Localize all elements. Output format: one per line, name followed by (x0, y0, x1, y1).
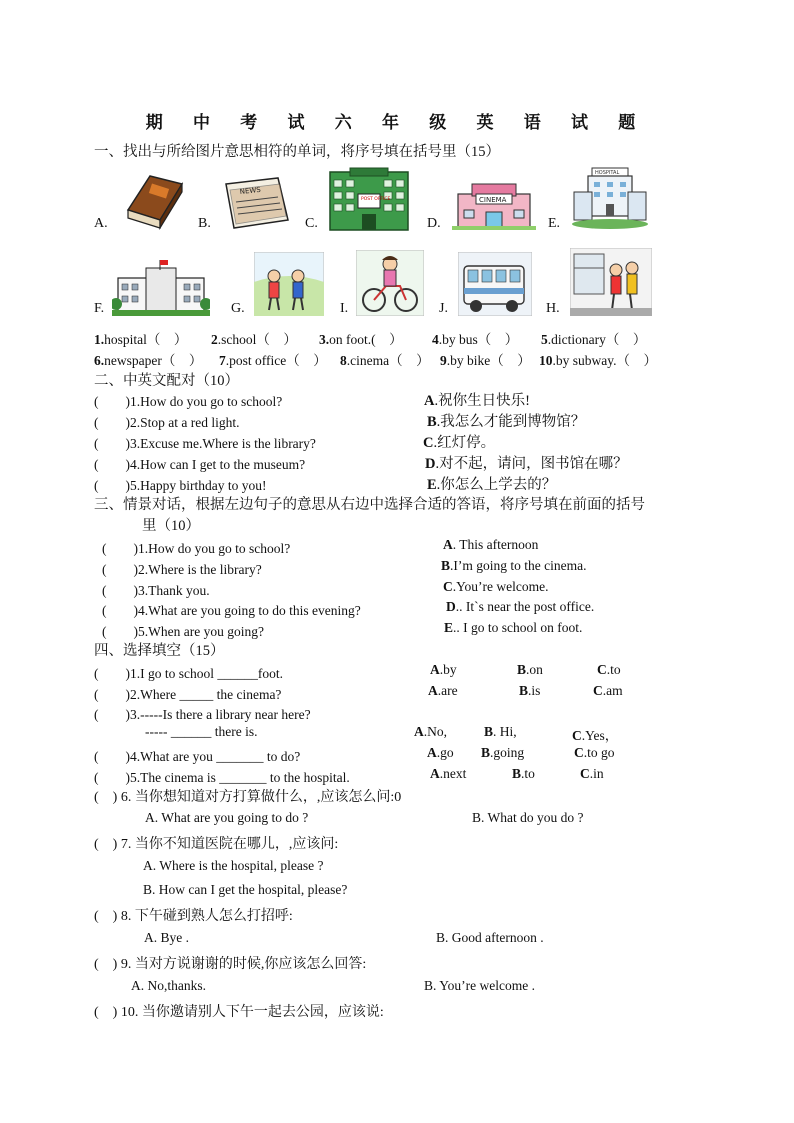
post-office-icon (326, 166, 412, 234)
word-item: 8.cinema（ ） (340, 353, 430, 368)
word-item: 3.on foot.( ） (319, 332, 403, 347)
match-answer: E.你怎么上学去的？ (427, 477, 557, 493)
word-item: 9.by bike（ ） (440, 353, 531, 368)
match-answer: B.我怎么才能到博物馆？ (427, 414, 586, 430)
choice-question: ( ) 10. 当你邀请别人下午一起去公园，应该说: (94, 1005, 384, 1020)
picture-label-j: J. (439, 301, 448, 316)
match-question: ( )2.Stop at a red light. (94, 415, 240, 430)
choice-option: B.on (517, 662, 543, 677)
match-question: ( )3.Excuse me.Where is the library? (94, 436, 316, 451)
choice-question-response: ----- ______ there is. (145, 724, 258, 739)
newspaper-icon (220, 176, 292, 232)
choice-question: ( )5.The cinema is _______ to the hospital. (94, 770, 350, 785)
hospital-icon (570, 164, 650, 230)
walking-icon (254, 252, 324, 316)
section-2-heading: 二、中英文配对（10） (94, 373, 239, 389)
section-3-heading-cont: 里（10） (142, 518, 200, 534)
word-item: 4.by bus（ ） (432, 332, 519, 347)
choice-option: A.by (430, 662, 457, 677)
school-icon (112, 260, 210, 316)
page-title: 期 中 考 试 六 年 级 英 语 试 题 (145, 113, 649, 132)
match-answer: C.红灯停。 (423, 435, 496, 451)
choice-option: C.to (597, 662, 621, 677)
choice-option: B.going (481, 745, 525, 760)
picture-label-i: I. (340, 301, 349, 316)
choice-option: B. How can I get the hospital, please? (143, 882, 348, 897)
choice-question: ( ) 8. 下午碰到熟人怎么打招呼: (94, 909, 293, 924)
post-office-sign: POST OFFICE (361, 197, 391, 202)
picture-label-h: H. (546, 301, 560, 316)
choice-question: ( )3.-----Is there a library near here? (94, 707, 311, 722)
dialogue-question: ( )1.How do you go to school? (102, 541, 291, 556)
word-item: 5.dictionary（ ） (541, 332, 647, 347)
picture-label-g: G. (231, 301, 245, 316)
choice-question: ( )1.I go to school ______foot. (94, 666, 283, 681)
choice-option: B. Good afternoon . (436, 930, 544, 945)
choice-option: A. Where is the hospital, please ? (143, 858, 324, 873)
picture-label-a: A. (94, 216, 108, 231)
picture-label-d: D. (427, 216, 441, 231)
choice-option: C.in (580, 766, 604, 781)
word-item: 2.school（ ） (211, 332, 297, 347)
newspaper-text: NEWS (239, 185, 262, 196)
dialogue-answer: E.. I go to school on foot. (444, 620, 583, 635)
choice-option: C.to go (574, 745, 615, 760)
choice-option: B.to (512, 766, 535, 781)
choice-option: A. No,thanks. (131, 978, 206, 993)
cinema-sign: CINEMA (479, 196, 507, 204)
match-question: ( )1.How do you go to school? (94, 394, 283, 409)
dialogue-answer: D.. It`s near the post office. (446, 599, 595, 614)
choice-question: ( )2.Where _____ the cinema? (94, 687, 282, 702)
word-item: 6.newspaper（ ） (94, 353, 203, 368)
choice-option: C.Yes， (572, 728, 619, 743)
choice-option: B. What do you do ? (472, 810, 584, 825)
choice-option: C.am (593, 683, 623, 698)
section-4-heading: 四、选择填空（15） (94, 643, 225, 659)
cinema-icon (452, 180, 536, 230)
choice-question: ( ) 9. 当对方说谢谢的时候,你应该怎么回答: (94, 957, 367, 972)
hospital-sign: HOSPITAL (595, 170, 620, 176)
choice-option: B. You’re welcome . (424, 978, 535, 993)
choice-option: A.go (427, 745, 454, 760)
dialogue-answer: B.I’m going to the cinema. (441, 558, 587, 573)
section-3-heading: 三、情景对话，根据左边句子的意思从右边中选择合适的答语，将序号填在前面的括号 (94, 497, 645, 513)
picture-label-b: B. (198, 216, 211, 231)
dialogue-question: ( )4.What are you going to do this evening? (102, 603, 361, 618)
choice-option: A.are (428, 683, 458, 698)
bike-icon (356, 250, 424, 316)
match-question: ( )4.How can I get to the museum? (94, 457, 306, 472)
match-answer: D.对不起，请问，图书馆在哪？ (425, 456, 628, 472)
dialogue-question: ( )2.Where is the library? (102, 562, 262, 577)
word-item: 7.post office（ ） (219, 353, 327, 368)
choice-question: ( ) 6. 当你想知道对方打算做什么，,应该怎么问:0 (94, 790, 402, 805)
word-item: 10.by subway.（ ） (539, 353, 657, 368)
choice-option: A.next (430, 766, 467, 781)
dialogue-question: ( )3.Thank you. (102, 583, 210, 598)
bus-icon (458, 252, 532, 316)
choice-option: B.is (519, 683, 541, 698)
dialogue-answer: C.You’re welcome. (443, 579, 549, 594)
choice-option: A. What are you going to do ? (145, 810, 309, 825)
book-icon (120, 170, 186, 232)
picture-label-f: F. (94, 301, 105, 316)
choice-question: ( ) 7. 当你不知道医院在哪儿，,应该问: (94, 837, 339, 852)
dialogue-question: ( )5.When are you going? (102, 624, 264, 639)
choice-option: A. Bye . (144, 930, 189, 945)
choice-option: B. Hi, (484, 724, 517, 739)
dialogue-answer: A. This afternoon (443, 537, 539, 552)
subway-icon (570, 248, 652, 316)
match-question: ( )5.Happy birthday to you! (94, 478, 267, 493)
section-1-heading: 一、找出与所给图片意思相符的单词，将序号填在括号里（15） (94, 144, 500, 160)
choice-option: A.No, (414, 724, 447, 739)
choice-question: ( )4.What are you _______ to do? (94, 749, 301, 764)
picture-label-e: E. (548, 216, 561, 231)
match-answer: A.祝你生日快乐! (424, 393, 530, 409)
picture-label-c: C. (305, 216, 318, 231)
word-item: 1.hospital（ ） (94, 332, 188, 347)
